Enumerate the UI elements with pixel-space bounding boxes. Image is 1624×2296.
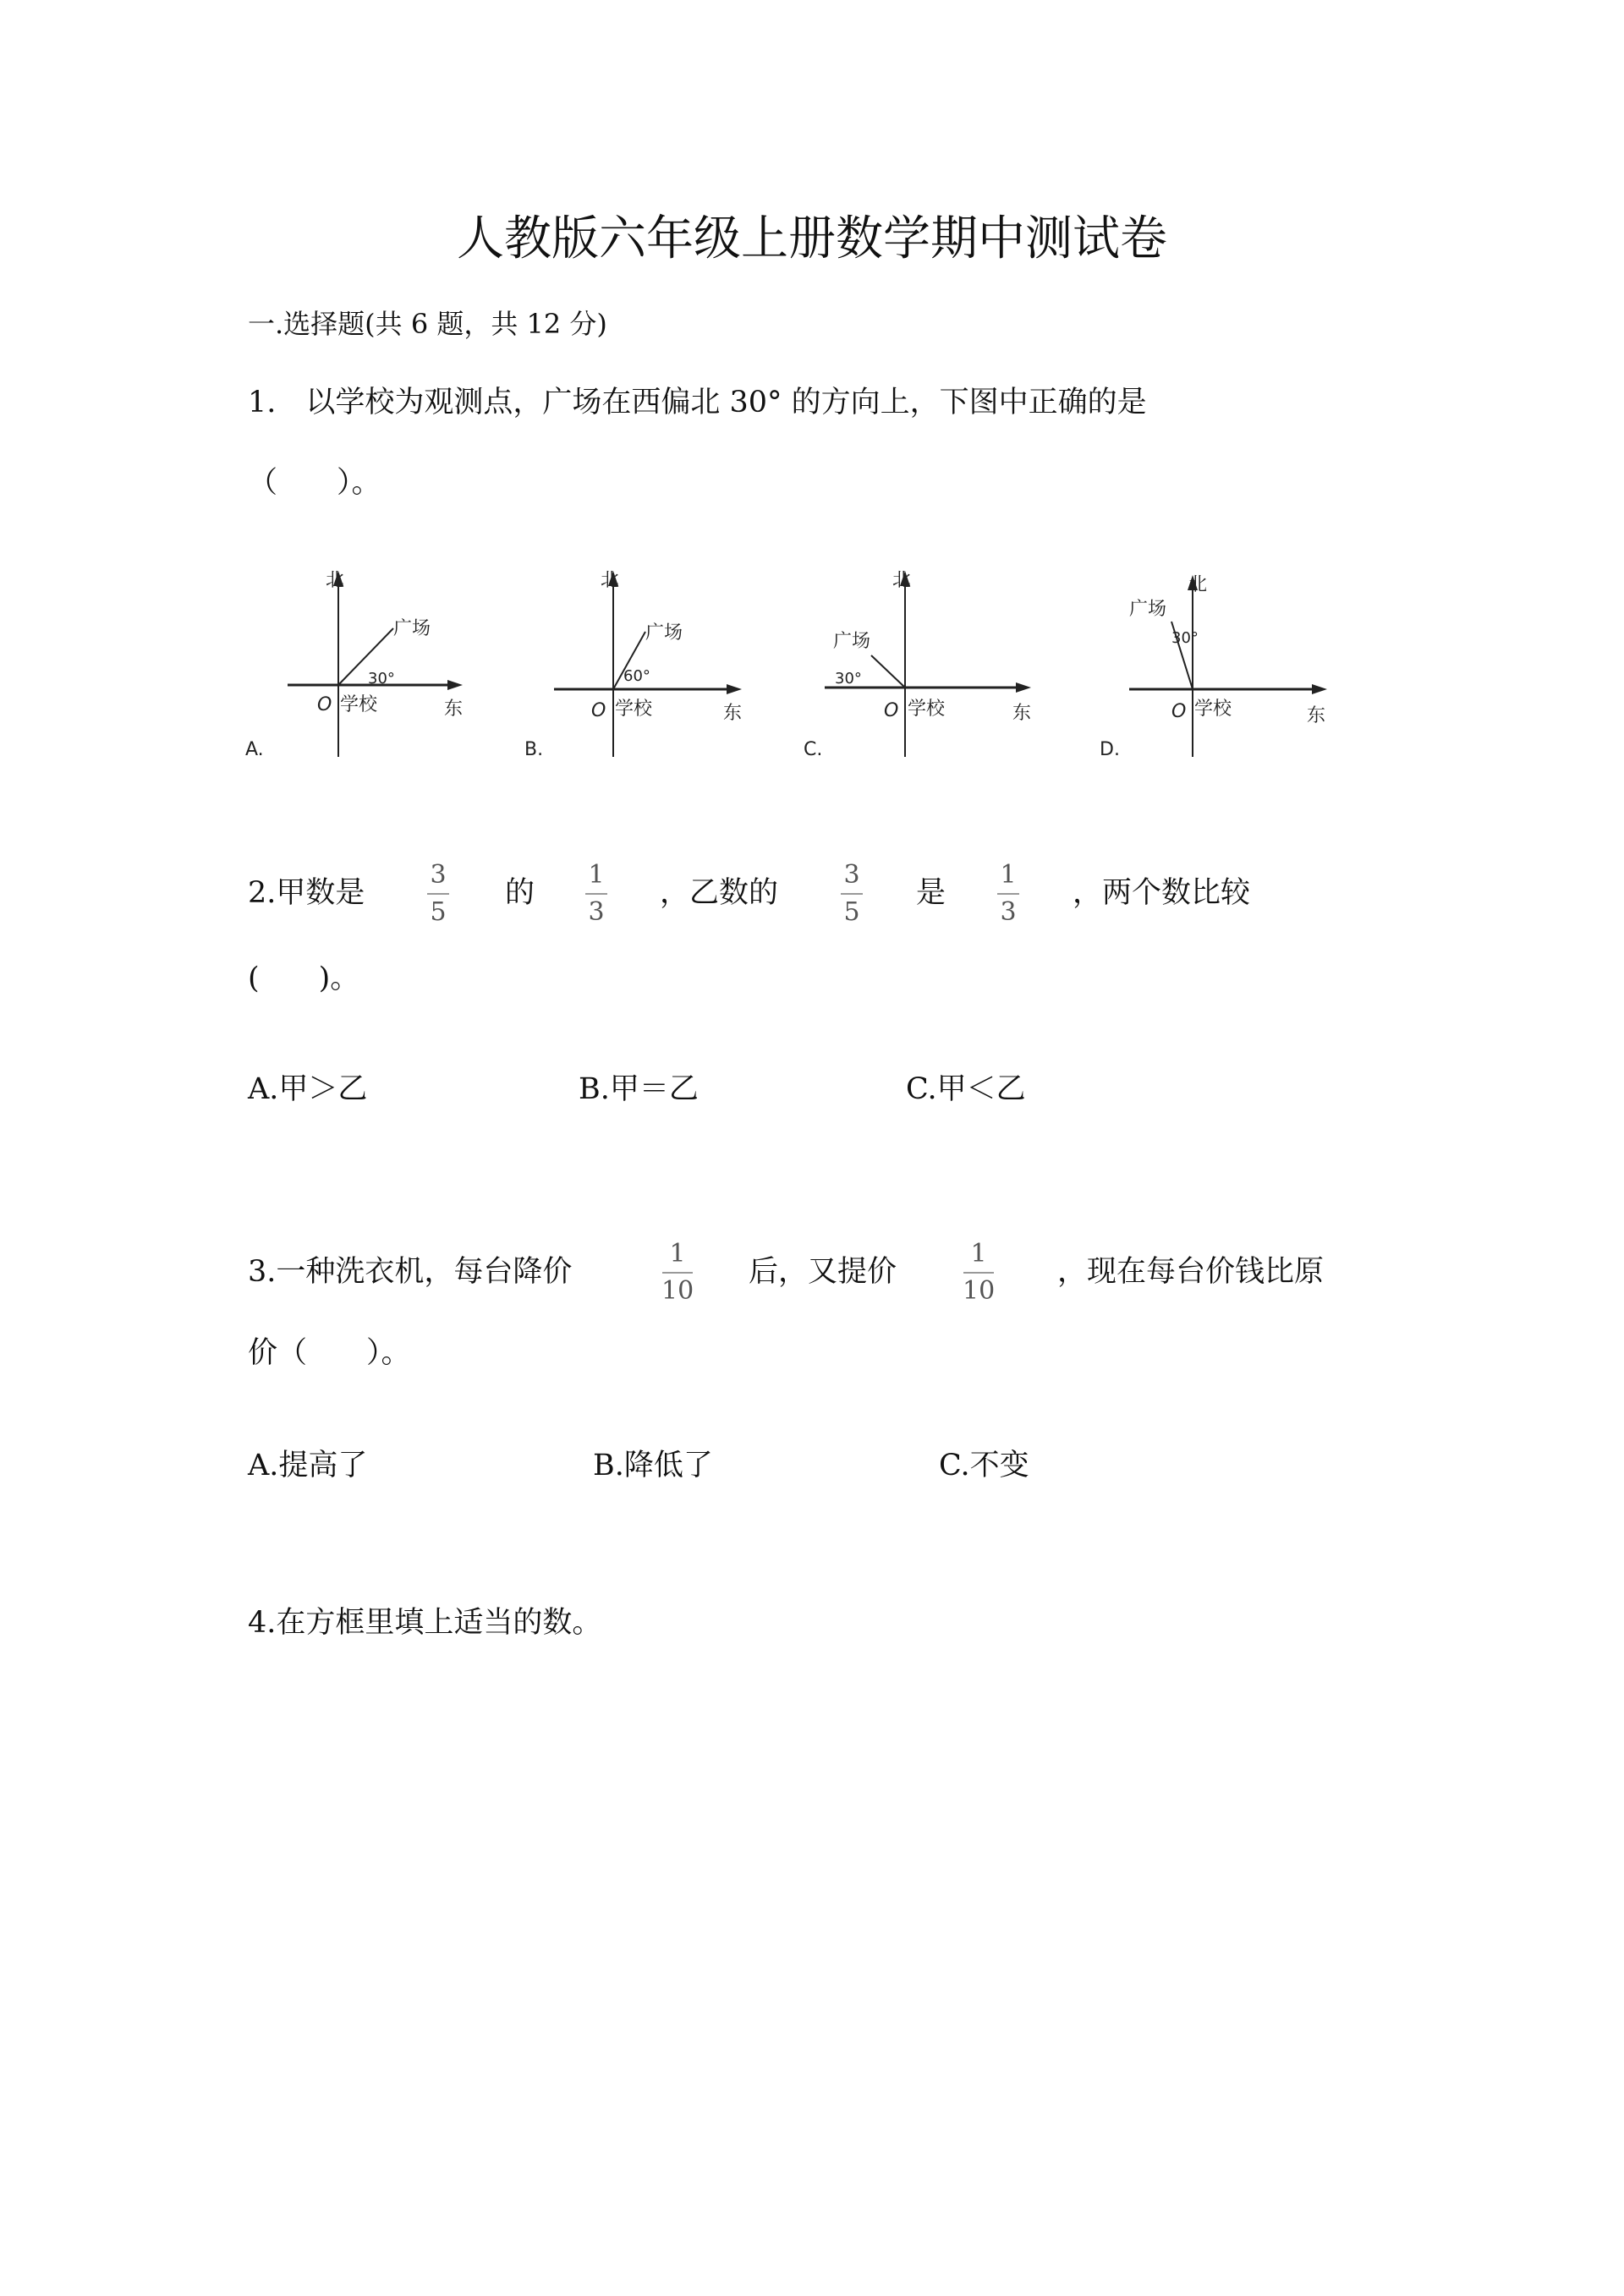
svg-text:东: 东 [723,703,743,724]
numerator: 3 [843,860,860,890]
svg-text:学校: 学校 [1194,699,1232,720]
numerator: 3 [430,860,447,890]
q3-text-3: ，现在每台价钱比原 [1057,1255,1325,1289]
numerator: 1 [588,860,605,890]
question-2-blank: ( )。 [248,962,360,995]
denominator: 10 [963,1276,996,1306]
fraction-3-5 [427,861,449,927]
denominator: 3 [1000,897,1017,927]
diagram-option-a [241,562,469,765]
page-title: 人教版六年级上册数学期中测试卷 [457,211,1167,266]
svg-text:O: O [1171,701,1187,722]
denominator: 5 [430,897,447,927]
question-1-text: 1. 以学校为观测点，广场在西偏北 30° 的方向上，下图中正确的是 [248,386,1147,419]
svg-text:东: 东 [1012,703,1032,724]
svg-text:60°: 60° [623,667,650,685]
svg-text:北: 北 [601,570,620,591]
svg-text:O: O [317,694,332,715]
svg-text:A.: A. [245,739,264,760]
denominator: 5 [843,897,860,927]
svg-text:广场: 广场 [645,622,683,644]
q2-text-5: ，两个数比较 [1073,876,1251,910]
question-4-text: 4.在方框里填上适当的数。 [248,1606,602,1640]
numerator: 1 [1000,860,1017,890]
svg-text:广场: 广场 [393,618,431,639]
q3-text-1: 3.一种洗衣机，每台降价 [248,1255,573,1289]
numerator: 1 [669,1239,686,1269]
svg-text:学校: 学校 [615,699,653,720]
q3-option-a[interactable]: A.提高了 [248,1449,368,1482]
svg-text:30°: 30° [835,670,862,688]
q2-option-b[interactable]: B.甲＝乙 [579,1072,699,1106]
svg-text:学校: 学校 [908,699,946,720]
svg-text:北: 北 [326,570,345,591]
svg-text:东: 东 [1307,705,1326,726]
numerator: 1 [970,1239,987,1269]
denominator: 3 [588,897,605,927]
fraction-3-5 [841,861,863,927]
svg-text:学校: 学校 [340,694,378,715]
fraction-1-3 [585,861,607,927]
q3-option-b[interactable]: B.降低了 [593,1449,713,1482]
svg-text:广场: 广场 [1129,599,1167,620]
question-1-blank: （ ）。 [248,466,381,500]
q2-text-4: 是 [916,876,946,910]
svg-text:O: O [591,700,606,721]
diagram-option-b [520,562,749,765]
svg-text:东: 东 [444,699,464,720]
svg-text:D.: D. [1100,739,1120,760]
q2-text-2: 的 [505,876,535,910]
q3-text-2: 后，又提价 [749,1255,897,1289]
q2-option-c[interactable]: C.甲＜乙 [906,1072,1026,1106]
svg-text:北: 北 [1188,574,1208,595]
fraction-1-3 [997,861,1019,927]
q2-text-1: 2.甲数是 [248,876,365,910]
diagram-option-d [1095,562,1332,765]
fraction-1-10 [661,1240,694,1306]
q2-text-3: ，乙数的 [660,876,779,910]
q2-option-a[interactable]: A.甲＞乙 [248,1072,368,1106]
section-heading: 一.选择题(共 6 题，共 12 分) [248,308,607,340]
svg-text:北: 北 [892,570,912,591]
svg-text:广场: 广场 [833,631,871,652]
diagram-option-c [799,562,1036,765]
svg-text:30°: 30° [368,670,395,688]
svg-text:O: O [884,700,899,721]
question-3-blank: 价（ ）。 [248,1336,411,1370]
fraction-1-10 [963,1240,995,1306]
svg-text:B.: B. [524,739,544,760]
svg-text:30°: 30° [1171,629,1199,647]
svg-text:C.: C. [804,739,823,760]
q3-option-c[interactable]: C.不变 [939,1449,1029,1482]
denominator: 10 [661,1276,694,1306]
